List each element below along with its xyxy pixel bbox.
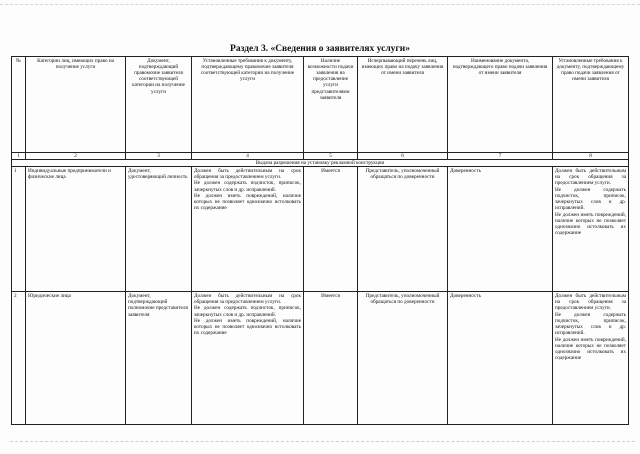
applicant-document: Документ, удостоверяющий личность	[126, 167, 192, 292]
row-number: 1	[12, 167, 26, 292]
requirement-line: Должен быть действительным на срок обращения за предоставлением услуги.	[555, 292, 626, 312]
header-row	[12, 57, 629, 153]
col-number: 6	[358, 153, 448, 160]
col-number: 2	[26, 153, 126, 160]
col-header-6: Исчерпывающий перечень лиц, имеющих право на подачу заявления от имени заявителя	[358, 57, 448, 153]
section-heading: Выдача разрешения на установку рекламной конструкции	[12, 160, 629, 167]
document-requirements	[192, 292, 304, 425]
col-number: 4	[192, 153, 304, 160]
applicant-category: Юридические лица	[26, 292, 126, 425]
column-number-row	[12, 153, 629, 160]
col-number: 8	[553, 153, 629, 160]
section-title: Раздел 3. «Сведения о заявителях услуги»	[230, 44, 410, 54]
scan-edge-top	[0, 4, 640, 8]
requirement-line: Не должен содержать подчисток, приписок, зачеркнутых слов и др. исправлений.	[194, 180, 301, 193]
representative-availability: Имеется	[304, 292, 358, 425]
col-header-2: Категории лиц, имеющих право на получение услуги	[26, 57, 126, 153]
requirement-line: Не должен иметь повреждений, наличие которых не позволяет однозначно истолковать их содержание	[555, 336, 626, 362]
authorization-requirements	[553, 292, 629, 425]
requirement-line: Не должен содержать подчисток, приписок, зачеркнутых слов и др. исправлений.	[194, 305, 301, 318]
row-number: 2	[12, 292, 26, 425]
requirement-line: Не должен иметь повреждений, наличие которых не позволяет однозначно истолковать их содержание	[194, 317, 301, 337]
requirement-line: Должен быть действительным на срок обращения за предоставлением услуги.	[194, 292, 301, 306]
requirement-line: Должен быть действительным на срок обращения за предоставлением услуги.	[194, 167, 301, 181]
requirement-line: Не должен содержать подчисток, приписок, зачеркнутых слов и др. исправлений.	[555, 186, 626, 212]
section-row	[12, 160, 629, 167]
requirement-line: Должен быть действительным на срок обращения за предоставлением услуги.	[555, 167, 626, 187]
col-header-1: №	[12, 57, 26, 153]
requirement-line: Не должен содержать подчисток, приписок, зачеркнутых слов и др. исправлений.	[555, 311, 626, 337]
authorization-requirements	[553, 167, 629, 292]
col-number: 1	[12, 153, 26, 160]
applicant-category: Индивидуальные предприниматели и физические лица	[26, 167, 126, 292]
authorized-persons: Представитель, уполномоченный обращаться по доверенности	[358, 167, 448, 292]
table-row	[12, 167, 629, 292]
document-requirements	[192, 167, 304, 292]
col-header-5: Наличие возможности подачи заявления на предоставление услуги представителями заявителя	[304, 57, 358, 153]
authorization-document: Доверенность	[448, 292, 553, 425]
col-header-3: Документ, подтверждающий правомочие заявителя соответствующей категории на получение услуги	[126, 57, 192, 153]
col-header-7: Наименование документа, подтверждающего право подачи заявления от имени заявителя	[448, 57, 553, 153]
scan-edge-bottom	[10, 441, 635, 444]
applicant-document: Документ, подтверждающий полномочие представителя заявителя	[126, 292, 192, 425]
col-header-4: Установленные требования к документу, подтверждающему правомочие заявителя соответствующей категории на получение услуги	[192, 57, 304, 153]
col-number: 3	[126, 153, 192, 160]
col-number: 5	[304, 153, 358, 160]
col-number: 7	[448, 153, 553, 160]
representative-availability: Имеется	[304, 167, 358, 292]
requirement-line: Не должен иметь повреждений, наличие которых не позволяет однозначно истолковать их содержание	[555, 211, 626, 237]
applicants-table	[11, 56, 629, 425]
authorization-document: Доверенность	[448, 167, 553, 292]
col-header-8: Установленные требования к документу, подтверждающему право подачи заявления от имени заявителя	[553, 57, 629, 153]
requirement-line: Не должен иметь повреждений, наличие которых не позволяет однозначно истолковать их содержание	[194, 192, 301, 212]
table-row	[12, 292, 629, 425]
authorized-persons: Представитель, уполномоченный обращаться по доверенности	[358, 292, 448, 425]
